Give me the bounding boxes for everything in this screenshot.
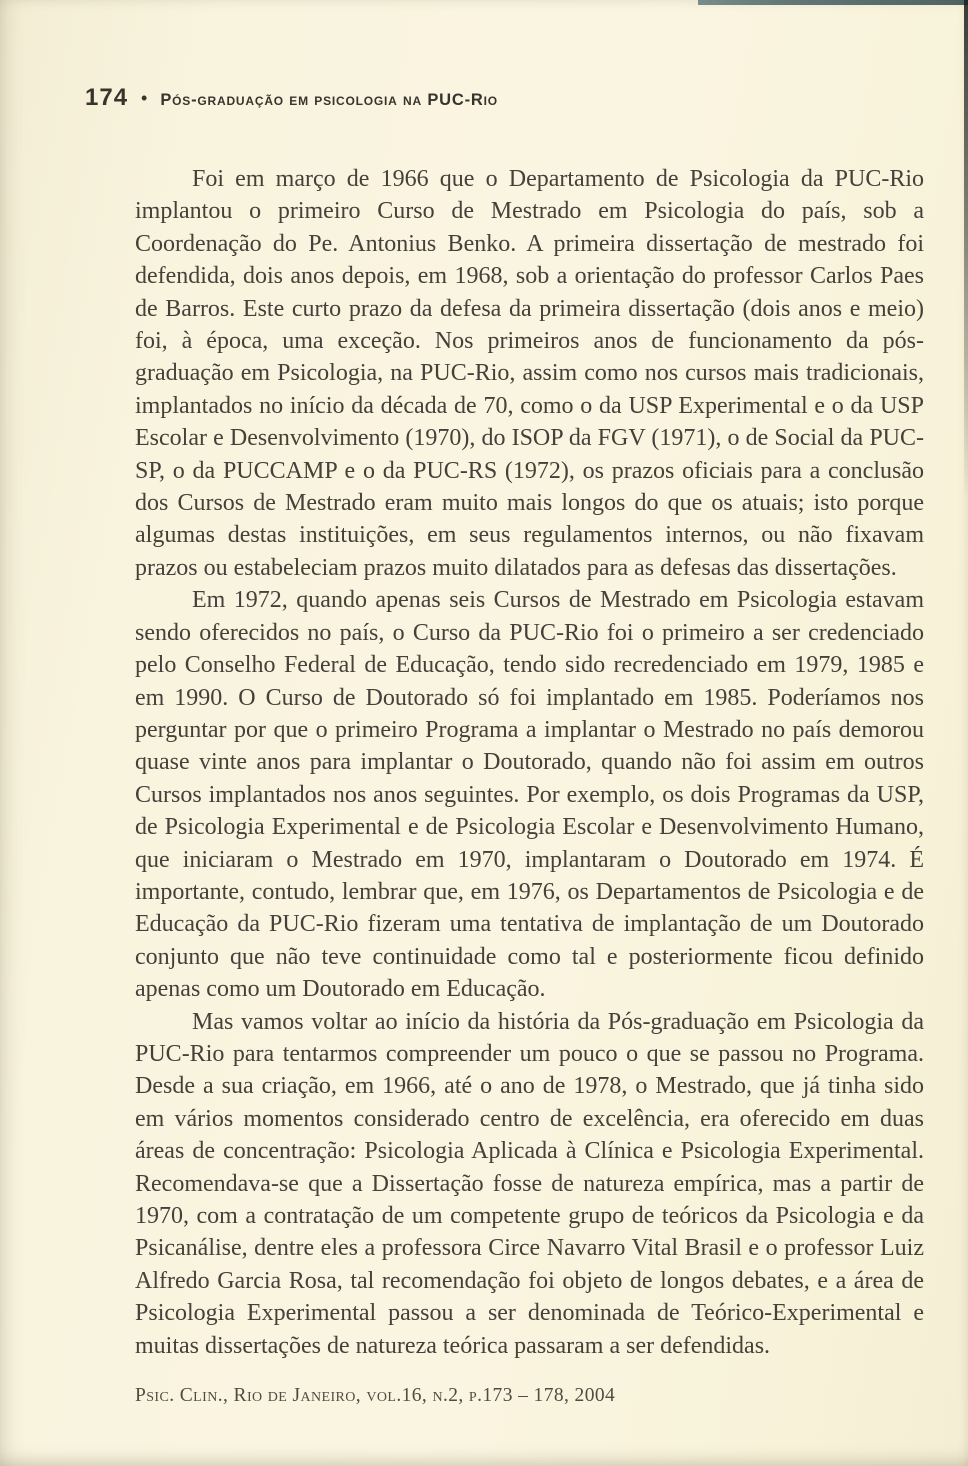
scan-edge-artifact-right — [964, 0, 968, 500]
paragraph-2: Em 1972, quando apenas seis Cursos de Mestrado em Psicologia estavam sendo oferecidos no país, o Curso da PUC-Rio foi o primeiro a ser credenciado pelo Conselho Federal de Educação, tendo sido recredenciado em 1979, 1985 e em 1990. O Curso de Doutorado só foi implantado em 1985. Poderíamos nos perguntar por que o primeiro Programa a implantar o Mestrado no país demorou quase vinte anos para implantar o Doutorado, quando não foi assim em outros Cursos implantados nos anos seguintes. Por exemplo, os dois Programas da USP, de Psicologia Experimental e de Psicologia Escolar e Desenvolvimento Humano, que iniciaram o Mestrado em 1970, implantaram o Doutorado em 1974. É importante, contudo, lembrar que, em 1976, os Departamentos de Psicologia e de Educação da PUC-Rio fizeram uma tentativa de implantação de um Doutorado conjunto que não teve continuidade como tal e posteriormente ficou definido apenas como um Doutorado em Educação. — [135, 587, 924, 1003]
running-title: Pós-graduação em psicologia na PUC-Rio — [160, 91, 498, 109]
running-header — [85, 84, 498, 112]
paragraph-3: Mas vamos voltar ao início da história da Pós-graduação em Psicologia da PUC-Rio para tentarmos compreender um pouco o que se passou no Programa. Desde a sua criação, em 1966, até o ano de 1978, o Mestrado, que já tinha sido em vários momentos considerado centro de excelência, era oferecido em duas áreas de concentração: Psicologia Aplicada à Clínica e Psicologia Experimental. Recomendava-se que a Dissertação fosse de natureza empírica, mas a partir de 1970, com a contratação de um competente grupo de teóricos da Psicologia e da Psicanálise, dentre eles a professora Circe Navarro Vital Brasil e o professor Luiz Alfredo Garcia Rosa, tal recomendação foi objeto de longos debates, e a área de Psicologia Experimental passou a ser denominada de Teórico-Experimental e muitas dissertações de natureza teórica passaram a ser defendidas. — [135, 1008, 924, 1359]
scan-edge-artifact-top — [698, 0, 968, 5]
page-number: 174 — [85, 84, 129, 111]
paragraph-1: Foi em março de 1966 que o Departamento de Psicologia da PUC-Rio implantou o primeiro Curso de Mestrado em Psicologia do país, sob a Coordenação do Pe. Antonius Benko. A primeira dissertação de mestrado foi defendida, dois anos depois, em 1968, sob a orientação do professor Carlos Paes de Barros. Este curto prazo da defesa da primeira dissertação (dois anos e meio) foi, à época, uma exceção. Nos primeiros anos de funcionamento da pós-graduação em Psicologia, na PUC-Rio, assim como nos cursos mais tradicionais, implantados no início da década de 70, como o da USP Experimental e o da USP Escolar e Desenvolvimento (1970), do ISOP da FGV (1971), o de Social da PUC-SP, o da PUCCAMP e o da PUC-RS (1972), os prazos oficiais para a conclusão dos Cursos de Mestrado eram muito mais longos do que os atuais; isto porque algumas destas instituições, em seus regulamentos internos, ou não fixavam prazos ou estabeleciam prazos muito dilatados para as defesas das dissertações. — [135, 166, 924, 581]
journal-citation: Psic. Clin., Rio de Janeiro, vol.16, n.2, p.173 – 178, 2004 — [135, 1385, 616, 1406]
bullet-separator-icon: • — [141, 88, 148, 108]
article-body — [135, 163, 924, 1362]
